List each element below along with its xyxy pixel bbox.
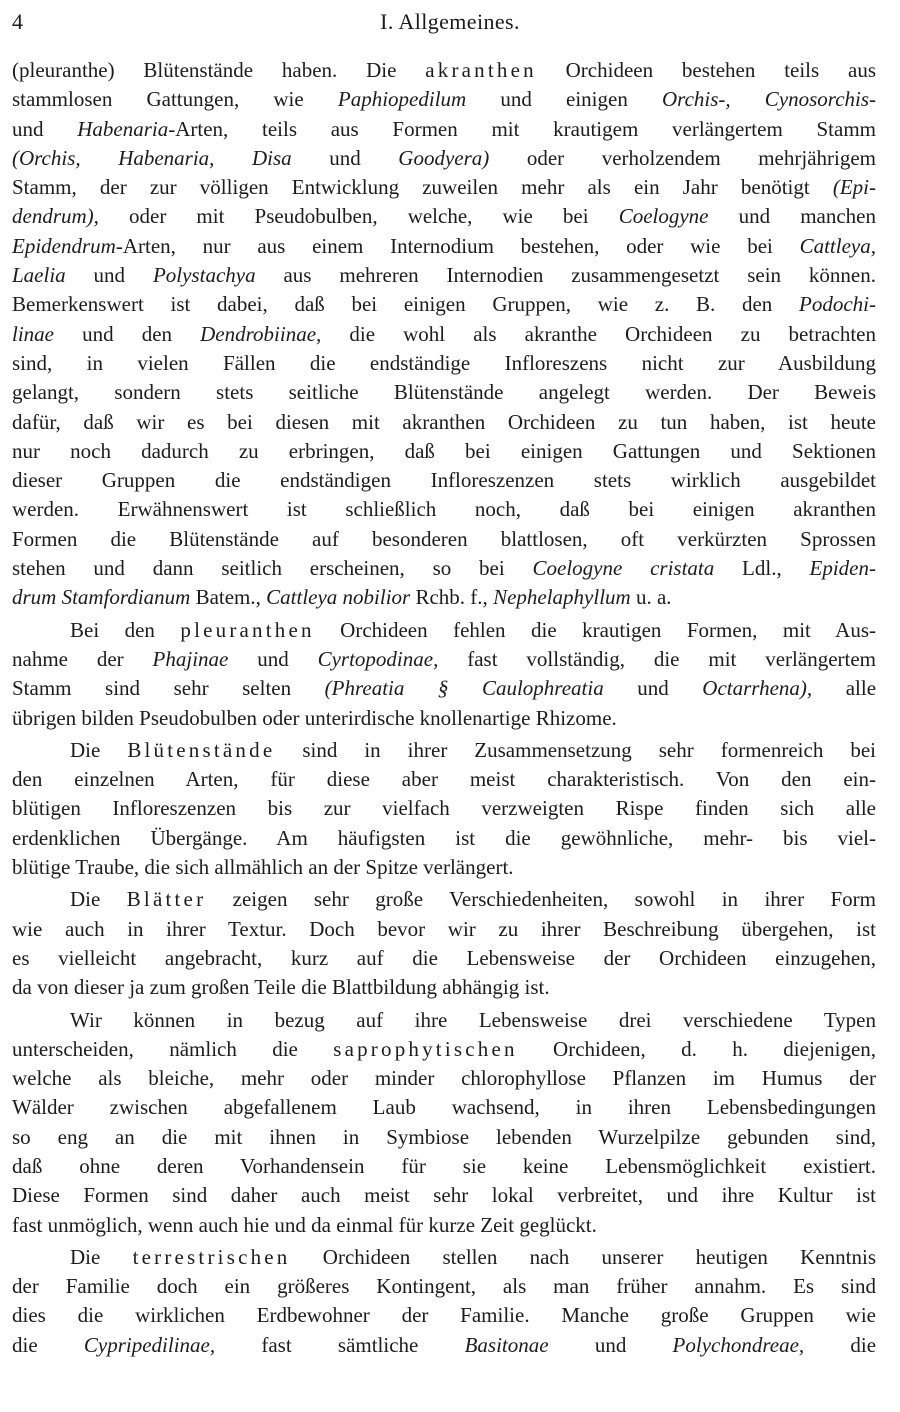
text-run: Orchideen bestehen teils aus <box>536 58 877 82</box>
text-run: Wir können in bezug auf ihre Lebensweise drei verschiedene Typen <box>70 1007 876 1032</box>
text-run: daß ohne deren Vorhandensein für sie keine Lebensmöglichkeit existiert. <box>12 1153 876 1178</box>
text-line <box>12 202 876 231</box>
italic-term: (Orchis, Habenaria, Disa <box>12 145 292 170</box>
text-run: Batem., <box>190 585 267 610</box>
italic-term: Laelia <box>12 263 66 288</box>
text-run: die wohl als akranthe Orchideen zu betrachten <box>321 321 876 346</box>
italic-term: Cattleya nobilior <box>266 585 411 610</box>
text-run: Bei den <box>70 617 181 642</box>
text-run: Wälder zwischen abgefallenem Laub wachsend, in ihren Lebensbedingungen <box>12 1095 876 1120</box>
text-line <box>12 1064 876 1093</box>
text-line <box>12 1123 876 1152</box>
paragraph <box>12 1243 876 1360</box>
text-line <box>12 794 876 823</box>
text-run: aus mehreren Internodien zusammengesetzt sein können. <box>255 263 876 288</box>
text-line <box>12 1006 876 1035</box>
text-line <box>12 144 876 173</box>
text-run: stehen und dann seitlich erscheinen, so bei <box>12 556 533 581</box>
text-run: die <box>804 1332 877 1357</box>
text-line <box>12 973 876 1002</box>
italic-term: dendrum), <box>12 204 99 229</box>
italic-term: (Epi- <box>832 175 876 200</box>
text-run: dies die wirklichen Erdbewohner der Familie. Manche große Gruppen wie <box>12 1303 876 1328</box>
text-run: es vielleicht angebracht, kurz auf die Lebensweise der Orchideen einzugehen, <box>12 945 876 970</box>
text-line <box>12 525 876 554</box>
text-line <box>12 1272 876 1301</box>
italic-term: linae <box>12 321 54 346</box>
text-line <box>12 1243 876 1272</box>
text-line <box>12 1093 876 1122</box>
text-run: Rchb. f., <box>410 585 494 610</box>
text-line <box>12 824 876 853</box>
text-run: zeigen sehr große Verschiedenheiten, sowohl in ihrer Form <box>206 887 876 912</box>
paragraph <box>12 885 876 1002</box>
text-line <box>12 554 876 583</box>
text-run: unterscheiden, nämlich die <box>12 1036 334 1061</box>
text-run: welche als bleiche, mehr oder minder chlorophyllose Pflanzen im Humus der <box>12 1066 876 1091</box>
paragraph <box>12 736 876 882</box>
paragraph <box>12 1006 876 1240</box>
text-run: fast vollständig, die mit verlängertem <box>438 646 877 671</box>
text-run: -Arten, nur aus einem Internodium bestehen, oder wie bei <box>115 233 800 258</box>
text-line <box>12 645 876 674</box>
text-line <box>12 1035 876 1064</box>
text-run: dieser Gruppen die endständigen Infloreszenzen stets wirklich ausgebildet <box>12 468 876 493</box>
text-run: und <box>228 646 318 671</box>
spaced-term: Blütenstände <box>127 737 276 762</box>
text-line <box>12 616 876 645</box>
spaced-term: pleuranthen <box>180 617 315 642</box>
text-run: -Arten, teils aus Formen mit krautigem verlängertem Stamm <box>168 116 877 141</box>
italic-term: Phajinae <box>152 646 229 671</box>
italic-term: Cyrtopodinae, <box>317 646 439 671</box>
italic-term: Cattleya, <box>799 233 876 258</box>
text-line <box>12 583 876 612</box>
text-run: den einzelnen Arten, für diese aber meist charakteristisch. Von den ein- <box>12 767 876 792</box>
text-line <box>12 915 876 944</box>
spaced-term: akranthen <box>425 58 537 82</box>
text-run: und manchen <box>708 204 876 229</box>
text-line <box>12 320 876 349</box>
text-line <box>12 85 876 114</box>
text-line <box>12 885 876 914</box>
text-line <box>12 56 876 85</box>
text-run: oder verholzendem mehrjährigem <box>489 145 877 170</box>
text-run: stammlosen Gattungen, wie <box>12 87 338 112</box>
text-run: und <box>12 116 78 141</box>
text-line <box>12 466 876 495</box>
text-run: Formen die Blütenstände auf besonderen blattlosen, oft verkürzten Sprossen <box>12 526 876 551</box>
text-run: Ldl., <box>714 556 810 581</box>
text-line <box>12 1301 876 1330</box>
text-run: gelangt, sondern stets seitliche Blütenstände angelegt werden. Der Beweis <box>12 380 876 405</box>
text-run: Diese Formen sind daher auch meist sehr lokal verbreitet, und ihre Kultur ist <box>12 1183 876 1208</box>
italic-term: Orchis-, Cynosorchis- <box>662 87 877 112</box>
text-line <box>12 853 876 882</box>
text-run: oder mit Pseudobulben, welche, wie bei <box>98 204 619 229</box>
italic-term: Podochi- <box>799 292 876 317</box>
italic-term: Octarrhena), <box>702 676 813 701</box>
text-run: und <box>65 263 153 288</box>
text-run: übrigen bilden Pseudobulben oder unterirdische knollenartige Rhizome. <box>12 705 617 730</box>
text-run: und den <box>54 321 201 346</box>
text-run: und <box>603 676 703 701</box>
text-run: Orchideen stellen nach unserer heutigen Kenntnis <box>290 1244 876 1269</box>
text-run: und einigen <box>466 87 663 112</box>
text-run: (pleuranthe) Blütenstände haben. Die <box>12 58 426 82</box>
text-run: und <box>548 1332 673 1357</box>
text-line <box>12 674 876 703</box>
text-line <box>12 1331 876 1360</box>
text-line <box>12 378 876 407</box>
text-run: die <box>12 1332 84 1357</box>
text-run: blütige Traube, die sich allmählich an der Spitze verlängert. <box>12 855 514 880</box>
italic-term: drum Stamfordianum <box>12 585 191 610</box>
text-line <box>12 115 876 144</box>
text-line <box>12 736 876 765</box>
body-text <box>12 56 876 1360</box>
text-run: Die <box>70 1244 133 1269</box>
text-line <box>12 1181 876 1210</box>
running-head: I. Allgemeines. <box>380 9 520 34</box>
italic-term: Basitonae <box>464 1332 549 1357</box>
italic-term: Polychondreae, <box>672 1332 805 1357</box>
italic-term: Habenaria <box>77 116 169 141</box>
text-run: nur noch dadurch zu erbringen, daß bei einigen Gattungen und Sektionen <box>12 438 876 463</box>
paragraph <box>12 616 876 733</box>
text-line <box>12 173 876 202</box>
text-line <box>12 944 876 973</box>
text-run: der Familie doch ein größeres Kontingent, als man früher annahm. Es sind <box>12 1274 876 1299</box>
text-line <box>12 408 876 437</box>
text-run: Stamm sind sehr selten <box>12 676 325 701</box>
italic-term: Epidendrum <box>12 233 116 258</box>
text-run: Die <box>70 887 127 912</box>
text-run: dafür, daß wir es bei diesen mit akranthen Orchideen zu tun haben, ist heute <box>12 409 876 434</box>
italic-term: (Phreatia § Caulophreatia <box>324 676 604 701</box>
text-run: werden. Erwähnenswert ist schließlich noch, daß bei einigen akranthen <box>12 497 876 522</box>
italic-term: Polystachya <box>152 263 256 288</box>
text-line <box>12 232 876 261</box>
italic-term: Cypripedilinae, <box>83 1332 216 1357</box>
text-line <box>12 349 876 378</box>
text-line <box>12 290 876 319</box>
italic-term: Coelogyne cristata <box>532 556 715 581</box>
text-line <box>12 1211 876 1240</box>
text-run: fast sämtliche <box>215 1332 465 1357</box>
paragraph <box>12 56 876 613</box>
italic-term: Coelogyne <box>618 204 709 229</box>
text-run: u. a. <box>630 585 672 610</box>
spaced-term: saprophytischen <box>333 1036 518 1061</box>
text-run: Die <box>70 737 128 762</box>
spaced-term: Blätter <box>126 887 207 912</box>
spaced-term: terrestrischen <box>132 1244 291 1269</box>
text-run: sind, in vielen Fällen die endständige Infloreszens nicht zur Ausbildung <box>12 350 876 375</box>
text-run: blütigen Infloreszenzen bis zur vielfach verzweigten Rispe finden sich alle <box>12 796 876 821</box>
italic-term: Nephelaphyllum <box>493 585 631 610</box>
text-line <box>12 261 876 290</box>
page-number: 4 <box>12 9 23 34</box>
text-line <box>12 437 876 466</box>
text-line <box>12 1152 876 1181</box>
text-run: Bemerkenswert ist dabei, daß bei einigen Gruppen, wie z. B. den <box>12 292 800 317</box>
text-run: alle <box>812 676 877 701</box>
text-run: und <box>291 145 399 170</box>
text-run: Stamm, der zur völligen Entwicklung zuweilen mehr als ein Jahr benötigt <box>12 175 833 200</box>
text-run: Orchideen fehlen die krautigen Formen, mit Aus- <box>314 617 877 642</box>
text-run: da von dieser ja zum großen Teile die Blattbildung abhängig ist. <box>12 975 550 1000</box>
text-run: Orchideen, d. h. diejenigen, <box>517 1036 877 1061</box>
text-line <box>12 765 876 794</box>
text-run: fast unmöglich, wenn auch hie und da einmal für kurze Zeit geglückt. <box>12 1212 597 1237</box>
italic-term: Epiden- <box>809 556 876 581</box>
text-run: so eng an die mit ihnen in Symbiose lebenden Wurzelpilze gebunden sind, <box>12 1124 876 1149</box>
page-header <box>12 6 888 38</box>
text-line <box>12 495 876 524</box>
italic-term: Paphiopedilum <box>337 87 467 112</box>
text-run: nahme der <box>12 646 153 671</box>
text-run: erdenklichen Übergänge. Am häufigsten ist die gewöhnliche, mehr- bis viel- <box>12 825 876 850</box>
italic-term: Dendrobiinae, <box>200 321 322 346</box>
text-run: sind in ihrer Zusammensetzung sehr formenreich bei <box>275 737 876 762</box>
italic-term: Goodyera) <box>398 145 490 170</box>
text-run: wie auch in ihrer Textur. Doch bevor wir zu ihrer Beschreibung übergehen, ist <box>12 916 876 941</box>
text-line <box>12 704 876 733</box>
